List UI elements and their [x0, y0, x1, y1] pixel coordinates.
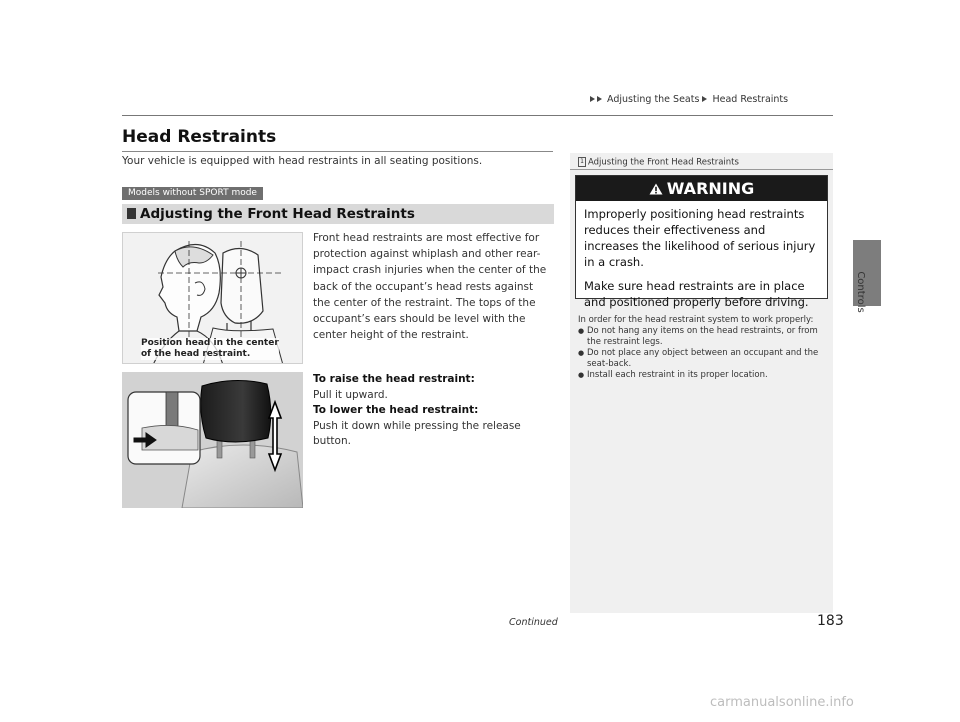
breadcrumb-parent[interactable]: Adjusting the Seats	[607, 94, 700, 105]
breadcrumb-arrow-icon	[590, 96, 595, 102]
breadcrumb-current: Head Restraints	[712, 94, 789, 105]
warning-text: Improperly positioning head restraints reduces their effectiveness and increases the likelihood of serious injury in a crash. Make sure head restraints are in place and positioned properly before driving.	[584, 207, 816, 309]
section-heading: Adjusting the Front Head Restraints	[140, 206, 415, 222]
info-notes	[578, 315, 824, 381]
raise-text: Pull it upward.	[313, 388, 388, 401]
watermark: carmanualsonline.info	[710, 695, 854, 710]
warning-triangle-icon	[649, 183, 663, 195]
side-tab-label: Controls	[855, 271, 866, 313]
list-item: ● Install each restraint in its proper location.	[578, 370, 824, 381]
headrest-adjust-illustration	[122, 372, 303, 508]
page-title: Head Restraints	[122, 127, 277, 147]
panel-divider	[570, 169, 833, 170]
instructions	[313, 372, 553, 450]
header-divider	[122, 115, 833, 116]
head-position-figure	[122, 232, 303, 364]
intro-text: Your vehicle is equipped with head restraints in all seating positions.	[122, 155, 483, 167]
section-bullet-icon	[127, 208, 136, 219]
lower-label: To lower the head restraint:	[313, 404, 479, 416]
breadcrumb-arrow-icon	[702, 96, 707, 102]
body-paragraph: Front head restraints are most effective for protection against whiplash and other rear-impact crash injuries when the center of the back of the occupant’s head rests against the center of the restraint. The tops of the occupant’s ears should be level with the center height of the restraint.	[313, 232, 547, 342]
lower-text: Push it down while pressing the release button.	[313, 419, 521, 447]
breadcrumb-arrow-icon	[597, 96, 602, 102]
info-list	[578, 326, 824, 381]
warning-box	[575, 175, 828, 309]
reference-number-icon: 1	[578, 157, 586, 167]
info-intro: In order for the head restraint system to work properly:	[578, 315, 814, 325]
list-item: ● Do not place any object between an occupant and the seat-back.	[578, 348, 824, 370]
raise-label: To raise the head restraint:	[313, 373, 475, 385]
figure-caption: Position head in the center of the head restraint.	[141, 338, 279, 359]
continued-label: Continued	[509, 617, 558, 628]
breadcrumb	[590, 94, 788, 105]
panel-heading: 1 Adjusting the Front Head Restraints	[578, 157, 739, 168]
title-divider	[122, 151, 553, 152]
models-badge: Models without SPORT mode	[122, 187, 263, 200]
page-number: 183	[817, 613, 844, 629]
headrest-adjust-figure	[122, 372, 303, 508]
list-item: ● Do not hang any items on the head restraints, or from the restraint legs.	[578, 326, 824, 348]
warning-title: WARNING	[576, 176, 827, 201]
